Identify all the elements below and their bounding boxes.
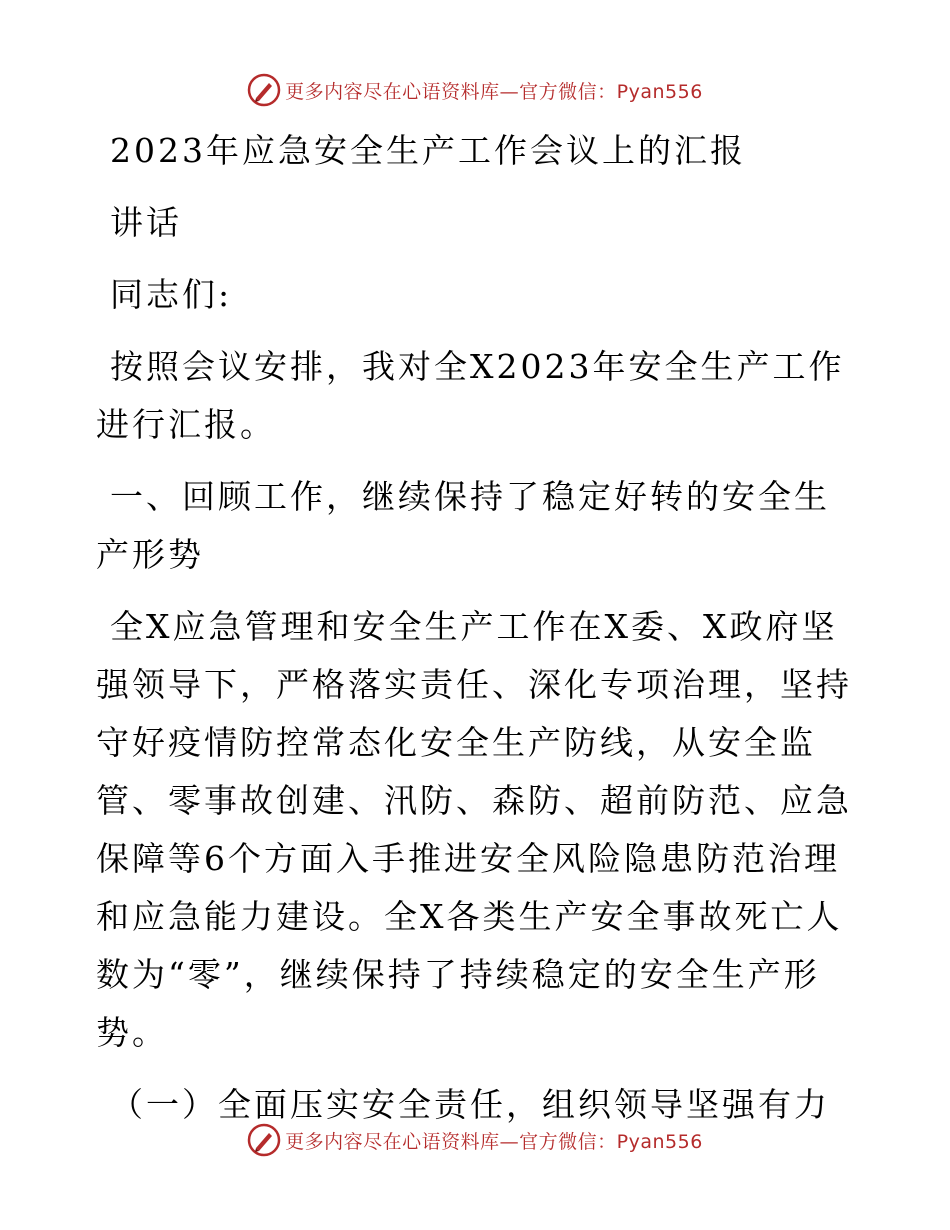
pen-logo-icon — [247, 73, 281, 107]
watermark-text: 更多内容尽在心语资料库—官方微信：Pyan556 — [285, 80, 703, 103]
watermark-banner-bottom — [0, 1120, 950, 1160]
watermark-banner-top — [0, 70, 950, 110]
section-heading: 一、回顾工作，继续保持了稳定好转的安全生产形势 — [96, 477, 830, 574]
salutation: 同志们: — [110, 275, 233, 314]
document-title: 2023年应急安全生产工作会议上的汇报 — [110, 131, 746, 170]
document-body — [96, 122, 856, 1134]
section-body-paragraph: 全X应急管理和安全生产工作在X委、X政府坚强领导下，严格落实责任、深化专项治理，坚持守好疫情防控常态化安全生产防线，从安全监管、零事故创建、汛防、森防、超前防范、应急保障等6个方面入手推进安全风险隐患防范治理和应急能力建设。全X各类生产安全事故死亡人数为“零”，继续保持了持续稳定的安全生产形势。 — [96, 607, 852, 1052]
subsection-heading: （一）全面压实安全责任，组织领导坚强有力 — [110, 1085, 830, 1124]
watermark-text: 更多内容尽在心语资料库—官方微信：Pyan556 — [285, 1130, 703, 1153]
document-subtitle: 讲话 — [110, 203, 182, 242]
wechat-id: Pyan556 — [616, 80, 703, 103]
pen-logo-icon — [247, 1123, 281, 1157]
intro-paragraph: 按照会议安排，我对全X2023年安全生产工作进行汇报。 — [96, 347, 845, 444]
wechat-id: Pyan556 — [616, 1130, 703, 1153]
